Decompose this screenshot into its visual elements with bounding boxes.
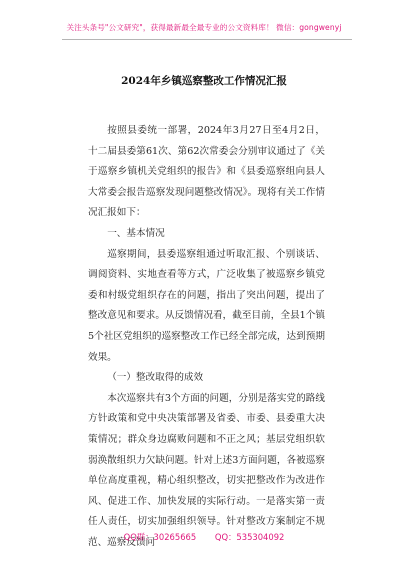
body-paragraph: 巡察期间，县委巡察组通过听取汇报、个别谈话、调阅资料、实地查看等方式，广泛收集了被巡察乡镇党委和村级党组织存在的问题，指出了突出问题，提出了整改意见和要求。从反馈情况看，截至目前，全县1个镇5个社区党组织的巡察整改工作已经全部完成，达到预期效果。 [88, 248, 325, 363]
document-body [88, 121, 325, 553]
header-divider [62, 39, 352, 40]
header-banner: 关注头条号"公文研究"，获得最新最全最专业的公文资料库！ 微信：gongwenyj [66, 23, 342, 32]
footer-contact [0, 531, 408, 543]
footer-qq-group: QQ群：30265665 [123, 532, 197, 542]
document-title: 2024年乡镇巡察整改工作情况汇报 [121, 75, 287, 87]
section-heading-basic: 一、基本情况 [107, 227, 165, 239]
intro-paragraph: 按照县委统一部署，2024年3月27日至4月2日，十二届县委第61次、第62次常委会分别审议通过了《关于巡察乡镇机关党组织的报告》和《县委巡察组向县人大常委会报告巡察发现问题整改情况》。现将有关工作情况汇报如下： [88, 125, 325, 219]
body-paragraph: 本次巡察共有3个方面的问题，分别是落实党的路线方针政策和党中央决策部署及省委、市委、县委重大决策情况；群众身边腐败问题和不正之风；基层党组织软弱涣散组织力欠缺问题。针对上述3方面问题，各被巡察单位高度重视，精心组织整改，切实把整改作为改进作风、促进工作、加快发展的实际行动。一是落实第一责任人责任，切实加强组织领导。针对整改方案制定不规范、巡察反馈问 [88, 392, 325, 548]
subsection-heading-results: （一）整改取得的成效 [107, 372, 204, 384]
footer-qq: QQ：535304092 [214, 532, 285, 542]
